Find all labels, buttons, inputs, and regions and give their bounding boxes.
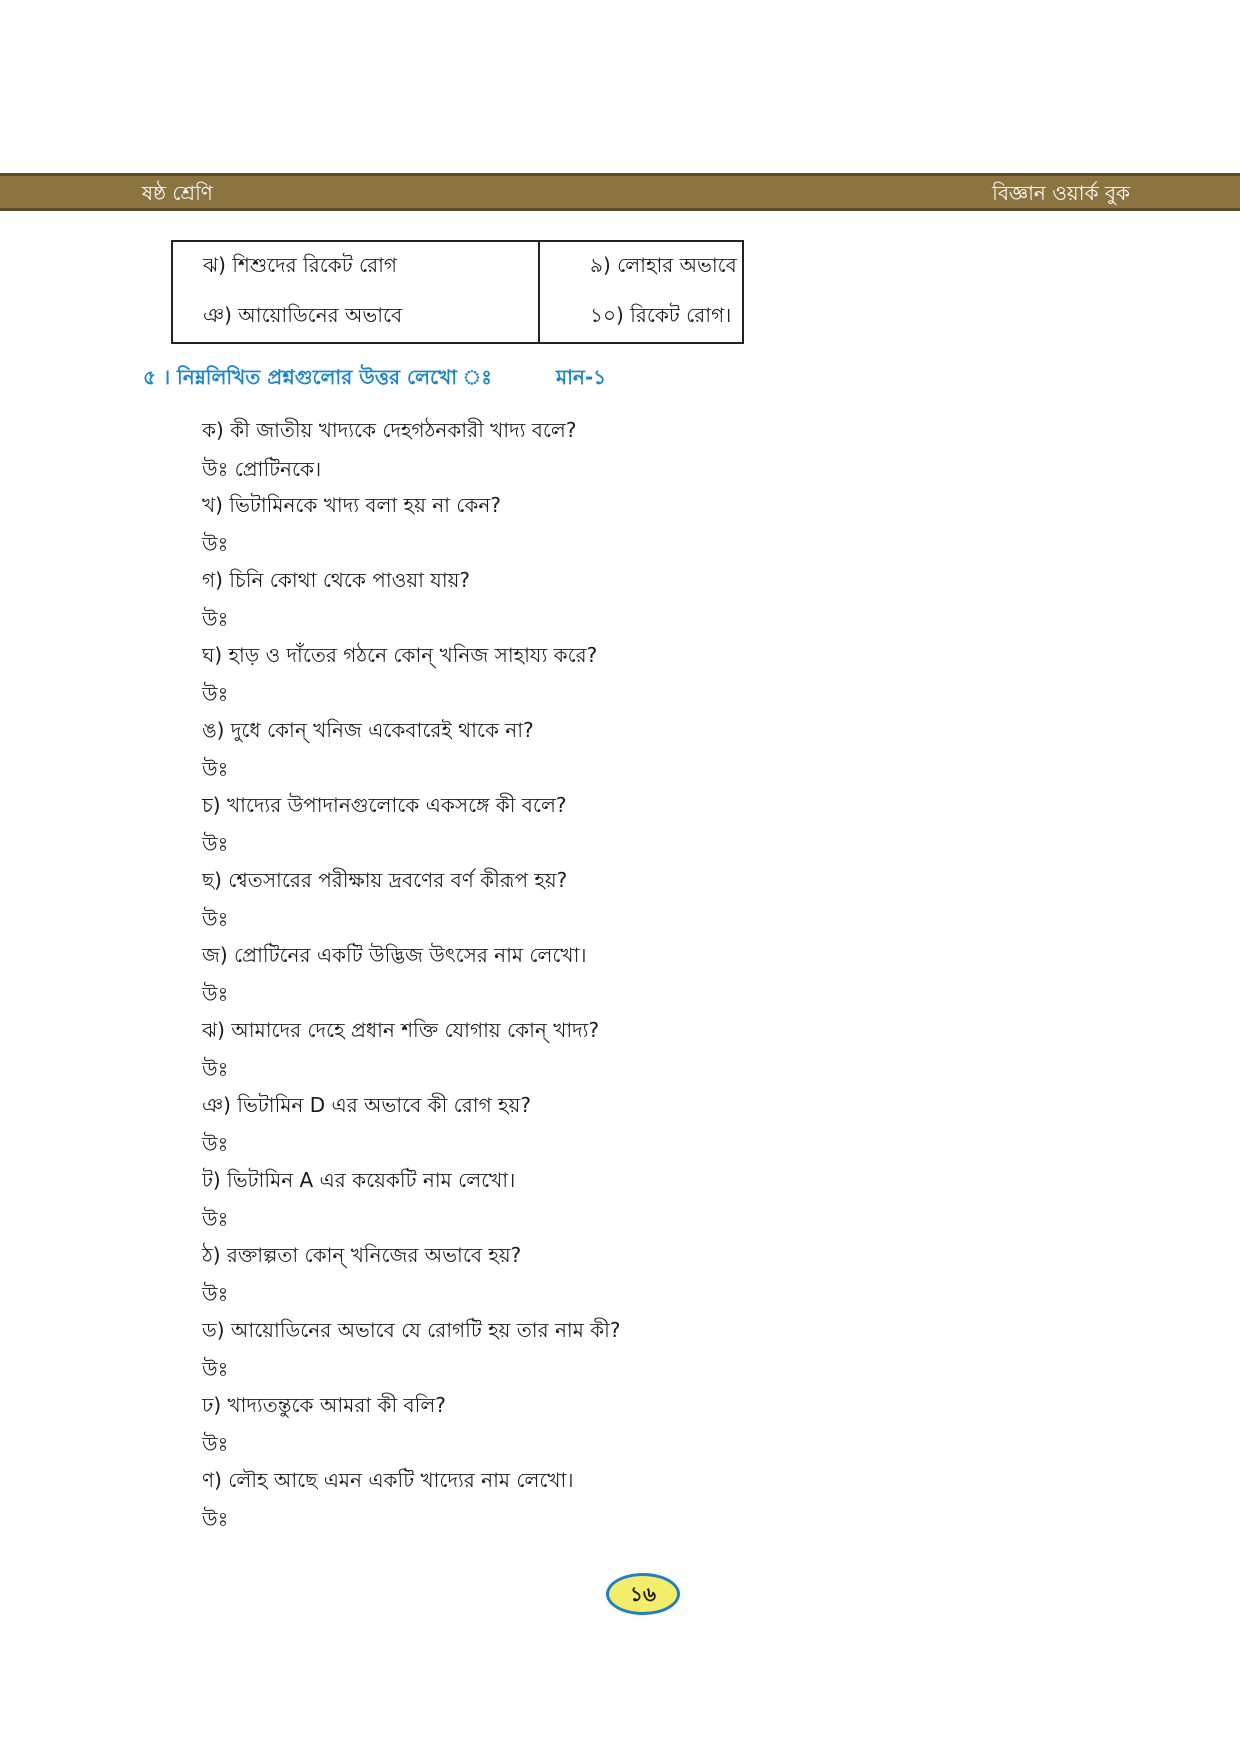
table-row — [172, 241, 743, 292]
table-cell-left: ঝ) শিশুদের রিকেট রোগ — [172, 241, 539, 292]
book-title: বিজ্ঞান ওয়ার্ক বুক — [992, 181, 1130, 205]
list-item — [202, 1239, 902, 1314]
answer-text: উঃ — [202, 1207, 229, 1231]
answer-text: উঃ — [202, 1432, 229, 1456]
answer-text: উঃ প্রোটিনকে। — [202, 457, 322, 481]
question-text: ঘ) হাড় ও দাঁতের গঠনে কোন্ খনিজ সাহায্য করে? — [202, 643, 598, 667]
answer-text: উঃ — [202, 1132, 229, 1156]
question-text: ঝ) আমাদের দেহে প্রধান শক্তি যোগায় কোন্ খাদ্য? — [202, 1018, 600, 1042]
list-item — [202, 1089, 902, 1164]
question-text: খ) ভিটামিনকে খাদ্য বলা হয় না কেন? — [202, 493, 501, 517]
list-item — [202, 489, 902, 564]
list-item — [202, 1314, 902, 1389]
question-text: ণ) লৌহ আছে এমন একটি খাদ্যের নাম লেখো। — [202, 1468, 574, 1492]
class-label: ষষ্ঠ শ্রেণি — [142, 181, 213, 205]
answer-text: উঃ — [202, 1507, 229, 1531]
list-item — [202, 864, 902, 939]
table-cell-left: ঞ) আয়োডিনের অভাবে — [172, 292, 539, 343]
question-text: ছ) শ্বেতসারের পরীক্ষায় দ্রবণের বর্ণ কীরূপ হয়? — [202, 868, 568, 892]
question-text: ঞ) ভিটামিন D এর অভাবে কী রোগ হয়? — [202, 1093, 531, 1117]
table-cell-right: ৯) লোহার অভাবে — [590, 252, 737, 277]
section-heading: ৫ । নিম্নলিখিত প্রশ্নগুলোর উত্তর লেখো ঃ — [143, 365, 492, 389]
question-text: ঢ) খাদ্যতন্তুকে আমরা কী বলি? — [202, 1393, 446, 1417]
list-item — [202, 414, 902, 489]
answer-text: উঃ — [202, 907, 229, 931]
question-text: ঠ) রক্তাল্পতা কোন্ খনিজের অভাবে হয়? — [202, 1243, 522, 1267]
question-text: গ) চিনি কোথা থেকে পাওয়া যায়? — [202, 568, 471, 592]
list-item — [202, 1014, 902, 1089]
answer-text: উঃ — [202, 607, 229, 631]
list-item — [202, 1464, 902, 1539]
header-band — [0, 173, 1240, 211]
page-number: ১৬ — [606, 1573, 680, 1615]
question-list — [202, 414, 902, 1539]
answer-text: উঃ — [202, 757, 229, 781]
question-text: চ) খাদ্যের উপাদানগুলোকে একসঙ্গে কী বলে? — [202, 793, 567, 817]
list-item — [202, 1389, 902, 1464]
question-text: ট) ভিটামিন A এর কয়েকটি নাম লেখো। — [202, 1168, 516, 1192]
answer-text: উঃ — [202, 982, 229, 1006]
list-item — [202, 714, 902, 789]
list-item — [202, 564, 902, 639]
table-cell-right: ১০) রিকেট রোগ। — [590, 302, 732, 327]
question-text: ড) আয়োডিনের অভাবে যে রোগটি হয় তার নাম কী? — [202, 1318, 621, 1342]
answer-text: উঃ — [202, 1282, 229, 1306]
section-marks: মান-১ — [556, 365, 607, 389]
list-item — [202, 939, 902, 1014]
answer-text: উঃ — [202, 532, 229, 556]
match-table — [171, 240, 744, 344]
question-text: জ) প্রোটিনের একটি উদ্ভিজ উৎসের নাম লেখো। — [202, 943, 587, 967]
answer-text: উঃ — [202, 682, 229, 706]
answer-text: উঃ — [202, 832, 229, 856]
question-text: ক) কী জাতীয় খাদ্যকে দেহগঠনকারী খাদ্য বলে? — [202, 418, 577, 442]
question-text: ঙ) দুধে কোন্ খনিজ একেবারেই থাকে না? — [202, 718, 534, 742]
list-item — [202, 789, 902, 864]
list-item — [202, 1164, 902, 1239]
table-row — [172, 292, 743, 343]
answer-text: উঃ — [202, 1057, 229, 1081]
list-item — [202, 639, 902, 714]
answer-text: উঃ — [202, 1357, 229, 1381]
